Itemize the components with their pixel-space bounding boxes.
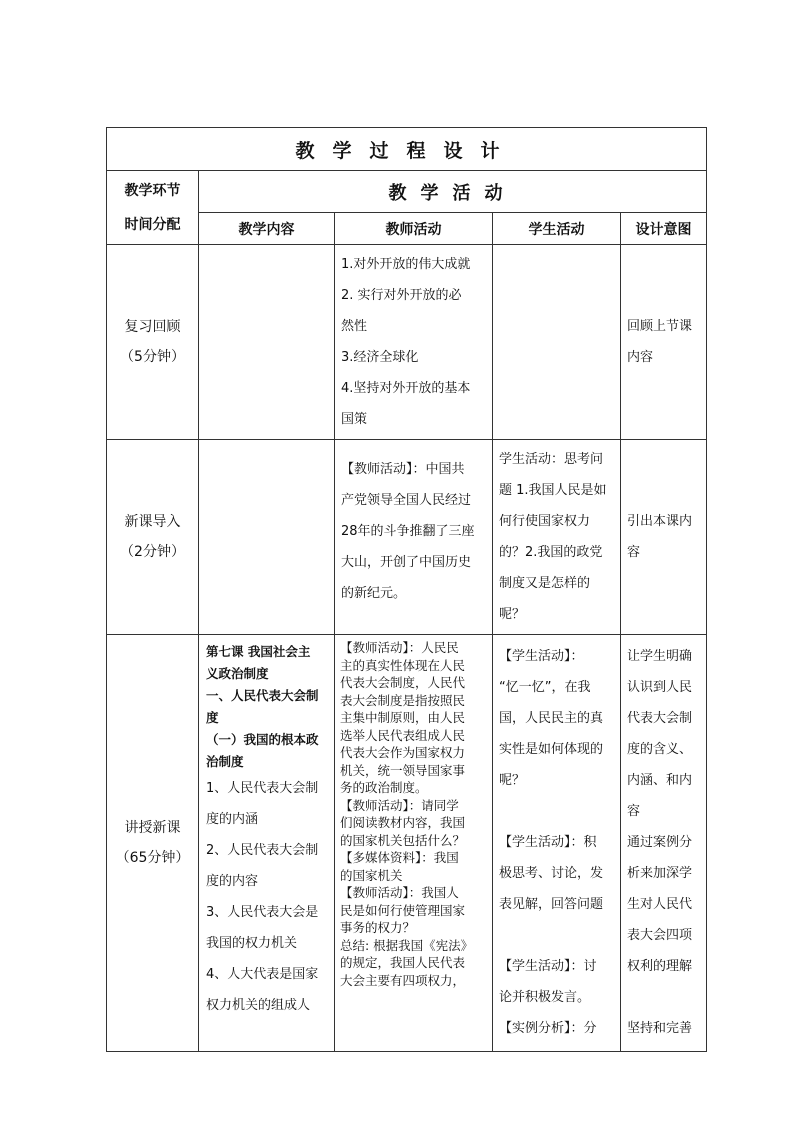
table-row <box>107 635 707 1052</box>
student-cell-intro <box>493 440 621 635</box>
teacher-line: 民是如何行使管理国家 <box>340 902 466 918</box>
stage-time-header <box>107 171 199 245</box>
subsection-title: 治制度 <box>206 754 244 769</box>
stage-cell-intro <box>107 440 199 635</box>
intent-line: 引出本课内 <box>627 514 693 529</box>
intent-line: 内容 <box>627 350 654 365</box>
content-line: 我国的权力机关 <box>206 936 298 951</box>
teacher-line: 们阅读教材内容，我国 <box>340 815 466 830</box>
intent-line: 回顾上节课 <box>627 319 693 334</box>
stage-name: 新课导入 <box>124 514 181 530</box>
student-line: 何行使国家权力 <box>499 514 591 529</box>
teacher-line: 务的政治制度。 <box>340 780 428 795</box>
student-line: 论并积极发言。 <box>499 990 591 1005</box>
teacher-line: 代表大会作为国家权力 <box>340 745 466 760</box>
student-cell-lecture <box>493 635 621 1052</box>
teacher-line: 的国家机关包括什么？ <box>340 832 466 848</box>
teacher-line: 大会主要有四项权力， <box>340 972 466 988</box>
table-row <box>107 245 707 440</box>
student-line: 实性是如何体现的 <box>499 742 604 757</box>
content-line: 1、人民代表大会制 <box>206 781 319 796</box>
intent-cell-review <box>621 245 707 440</box>
time-header: 时间分配 <box>124 216 181 233</box>
stage-time: （2分钟） <box>120 544 185 560</box>
content-line: 3、人民代表大会是 <box>206 905 319 920</box>
intent-line: 度的含义、 <box>627 742 693 757</box>
intent-line: 让学生明确 <box>627 649 693 664</box>
intent-line: 析来加深学 <box>627 866 693 881</box>
teacher-cell-lecture <box>335 635 493 1052</box>
teacher-line: 代表大会制度，人民代 <box>340 675 466 690</box>
intent-spacer <box>627 982 700 1013</box>
teacher-line: 【教师活动】：请同学 <box>340 797 459 813</box>
content-line: 度的内容 <box>206 874 259 889</box>
teacher-line: 的国家机关 <box>340 867 403 883</box>
student-line: “忆一忆”，在我 <box>499 680 591 695</box>
table-row <box>107 440 707 635</box>
teacher-line: 【多媒体资料】：我国 <box>340 850 459 865</box>
col-header-intent: 设计意图 <box>621 213 707 245</box>
teacher-line: 【教师活动】：我国人 <box>340 885 459 900</box>
student-spacer <box>499 796 614 827</box>
teacher-cell-review <box>335 245 493 440</box>
lesson-title: 义政治制度 <box>206 666 269 681</box>
teacher-cell-intro <box>335 440 493 635</box>
intent-line: 容 <box>627 545 641 560</box>
teacher-line: 选举人民代表组成人民 <box>340 727 466 743</box>
student-line: 题 1.我国人民是如 <box>499 483 607 498</box>
student-line: 【学生活动】： <box>499 649 584 664</box>
student-line: 【学生活动】：讨 <box>499 959 597 974</box>
content-cell-review <box>199 245 335 440</box>
intent-line: 认识到人民 <box>627 680 693 695</box>
col-header-content: 教学内容 <box>199 213 335 245</box>
teacher-line: 2. 实行对外开放的必 <box>341 288 462 303</box>
student-line: 国，人民民主的真 <box>499 711 604 726</box>
teacher-line: 3.经济全球化 <box>341 350 419 365</box>
student-line: 学生活动：思考问 <box>499 452 604 467</box>
section-title: 一、人民代表大会制 <box>206 688 319 703</box>
student-line: 【学生活动】：积 <box>499 835 597 850</box>
teacher-line: 产党领导全国人民经过 <box>341 493 472 508</box>
teaching-process-table <box>106 127 707 1052</box>
student-line: 极思考、讨论，发 <box>499 866 604 881</box>
student-line: 的？2.我国的政党 <box>499 545 603 560</box>
teacher-line: 表大会制度是指按照民 <box>340 692 466 708</box>
student-cell-review <box>493 245 621 440</box>
stage-time: （65分钟） <box>115 850 190 866</box>
content-cell-lecture <box>199 635 335 1052</box>
teacher-line: 主的真实性体现在人民 <box>340 657 466 673</box>
teacher-line: 事务的权力？ <box>340 920 416 935</box>
teacher-line: 【教师活动】：人民民 <box>340 640 459 655</box>
intent-line: 权利的理解 <box>627 959 693 974</box>
intent-cell-lecture <box>621 635 707 1052</box>
student-line: 【实例分析】：分 <box>499 1021 597 1036</box>
teacher-line: 然性 <box>341 319 368 334</box>
teacher-line: 的新纪元。 <box>341 586 407 601</box>
teacher-line: 机关，统一领导国家事 <box>340 762 466 778</box>
teacher-line: 28年的斗争推翻了三座 <box>341 524 475 539</box>
table-title: 教学过程设计 <box>107 128 707 171</box>
intent-line: 内涵、和内 <box>627 773 693 788</box>
content-cell-intro <box>199 440 335 635</box>
lesson-title: 第七课 我国社会主 <box>206 644 311 659</box>
subsection-title: （一）我国的根本政 <box>206 732 319 747</box>
content-line: 4、人大代表是国家 <box>206 967 319 982</box>
stage-cell-lecture <box>107 635 199 1052</box>
teacher-line: 主集中制原则，由人民 <box>340 710 466 725</box>
col-header-student: 学生活动 <box>493 213 621 245</box>
stage-name: 讲授新课 <box>124 820 181 836</box>
content-line: 2、人民代表大会制 <box>206 843 319 858</box>
activity-header: 教学活动 <box>199 171 707 213</box>
stage-name: 复习回顾 <box>124 319 181 335</box>
student-line: 呢？ <box>499 773 526 788</box>
teacher-line: 的规定，我国人民代表 <box>340 955 466 970</box>
student-line: 表见解，回答问题 <box>499 897 604 912</box>
intent-line: 代表大会制 <box>627 711 693 726</box>
student-line: 呢？ <box>499 607 526 622</box>
teacher-line: 大山，开创了中国历史 <box>341 555 472 570</box>
teacher-line: 国策 <box>341 412 368 427</box>
intent-line: 容 <box>627 804 641 819</box>
stage-header: 教学环节 <box>124 182 181 199</box>
content-line: 权力机关的组成人 <box>206 998 311 1013</box>
content-line: 度的内涵 <box>206 812 259 827</box>
stage-cell-review <box>107 245 199 440</box>
teacher-line: 【教师活动】：中国共 <box>341 462 465 477</box>
student-spacer <box>499 920 614 951</box>
intent-cell-intro <box>621 440 707 635</box>
teacher-line: 1.对外开放的伟大成就 <box>341 257 471 272</box>
intent-line: 坚持和完善 <box>627 1021 693 1036</box>
stage-time: （5分钟） <box>120 349 185 365</box>
teacher-line: 4.坚持对外开放的基本 <box>341 381 471 396</box>
student-line: 制度又是怎样的 <box>499 576 591 591</box>
section-title: 度 <box>206 710 219 725</box>
col-header-teacher: 教师活动 <box>335 213 493 245</box>
intent-line: 表大会四项 <box>627 928 693 943</box>
intent-line: 生对人民代 <box>627 897 693 912</box>
teacher-line: 总结: 根据我国《宪法》 <box>340 937 474 953</box>
intent-line: 通过案例分 <box>627 835 693 850</box>
